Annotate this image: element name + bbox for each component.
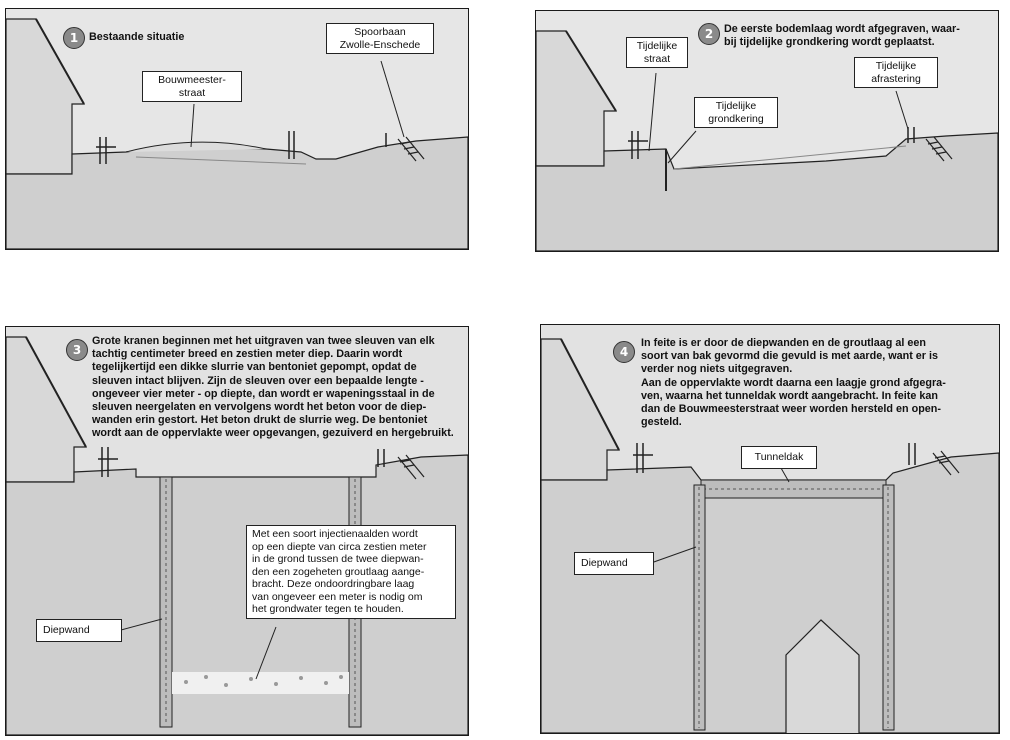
label-injectienaalden: Met een soort injectienaalden wordt op een diepte van circa zestien meter in de grond tussen de twee diepwan- den een zogeheten groutlaag aange- bracht. Deze ondoordringbare laag van ongeveer een meter is nodig om het grondwater tegen te houden. xyxy=(246,525,456,619)
panel-1-title: Bestaande situatie xyxy=(89,31,185,43)
label-tijdelijke-grondkering: Tijdelijke grondkering xyxy=(694,97,778,128)
label-diepwand-3: Diepwand xyxy=(36,619,122,642)
label-tunneldak: Tunneldak xyxy=(741,446,817,469)
panel-2 xyxy=(535,10,999,252)
step-badge-3: 3 xyxy=(66,339,88,361)
panel-4 xyxy=(540,324,1000,734)
panel-4-title: In feite is er door de diepwanden en de groutlaag al een soort van bak gevormd die gevuld is met aarde, want er is verder nog niets uitgegraven. Aan de oppervlakte wordt daarna een laagje grond afgegra- ven, waarna het tunneldak wordt aangebracht. In feite kan dan de Bouwmeesterstraat weer worden hersteld en open- gesteld. xyxy=(641,337,946,429)
label-diepwand-4: Diepwand xyxy=(574,552,654,575)
step-badge-4: 4 xyxy=(613,341,635,363)
label-bouwmeesterstraat: Bouwmeester- straat xyxy=(142,71,242,102)
panel-3-title: Grote kranen beginnen met het uitgraven van twee sleuven van elk tachtig centimeter breed en zestien meter diep. Daarin wordt tegelijkertijd een dikke slurrie van bentoniet gepompt, opdat de sleuven intact blijven. Zijn de sleuven over een bepaalde lengte - ongeveer vier meter - op diepte, dan wordt er wapeningsstaal in de sleuven neergelaten en vervolgens wordt het beton voor de diep- wanden erin gestort. Het beton drukt de slurrie weg. De bentoniet wordt aan de oppervlakte weer opgevangen, gezuiverd en hergebruikt. xyxy=(92,335,454,440)
step-badge-1: 1 xyxy=(63,27,85,49)
label-tijdelijke-straat: Tijdelijke straat xyxy=(626,37,688,68)
panel-2-title: De eerste bodemlaag wordt afgegraven, waar- bij tijdelijke grondkering wordt geplaatst. xyxy=(724,23,960,49)
label-tijdelijke-afrastering: Tijdelijke afrastering xyxy=(854,57,938,88)
label-spoorbaan: Spoorbaan Zwolle-Enschede xyxy=(326,23,434,54)
step-badge-2: 2 xyxy=(698,23,720,45)
panel-1 xyxy=(5,8,469,250)
panel-3 xyxy=(5,326,469,736)
